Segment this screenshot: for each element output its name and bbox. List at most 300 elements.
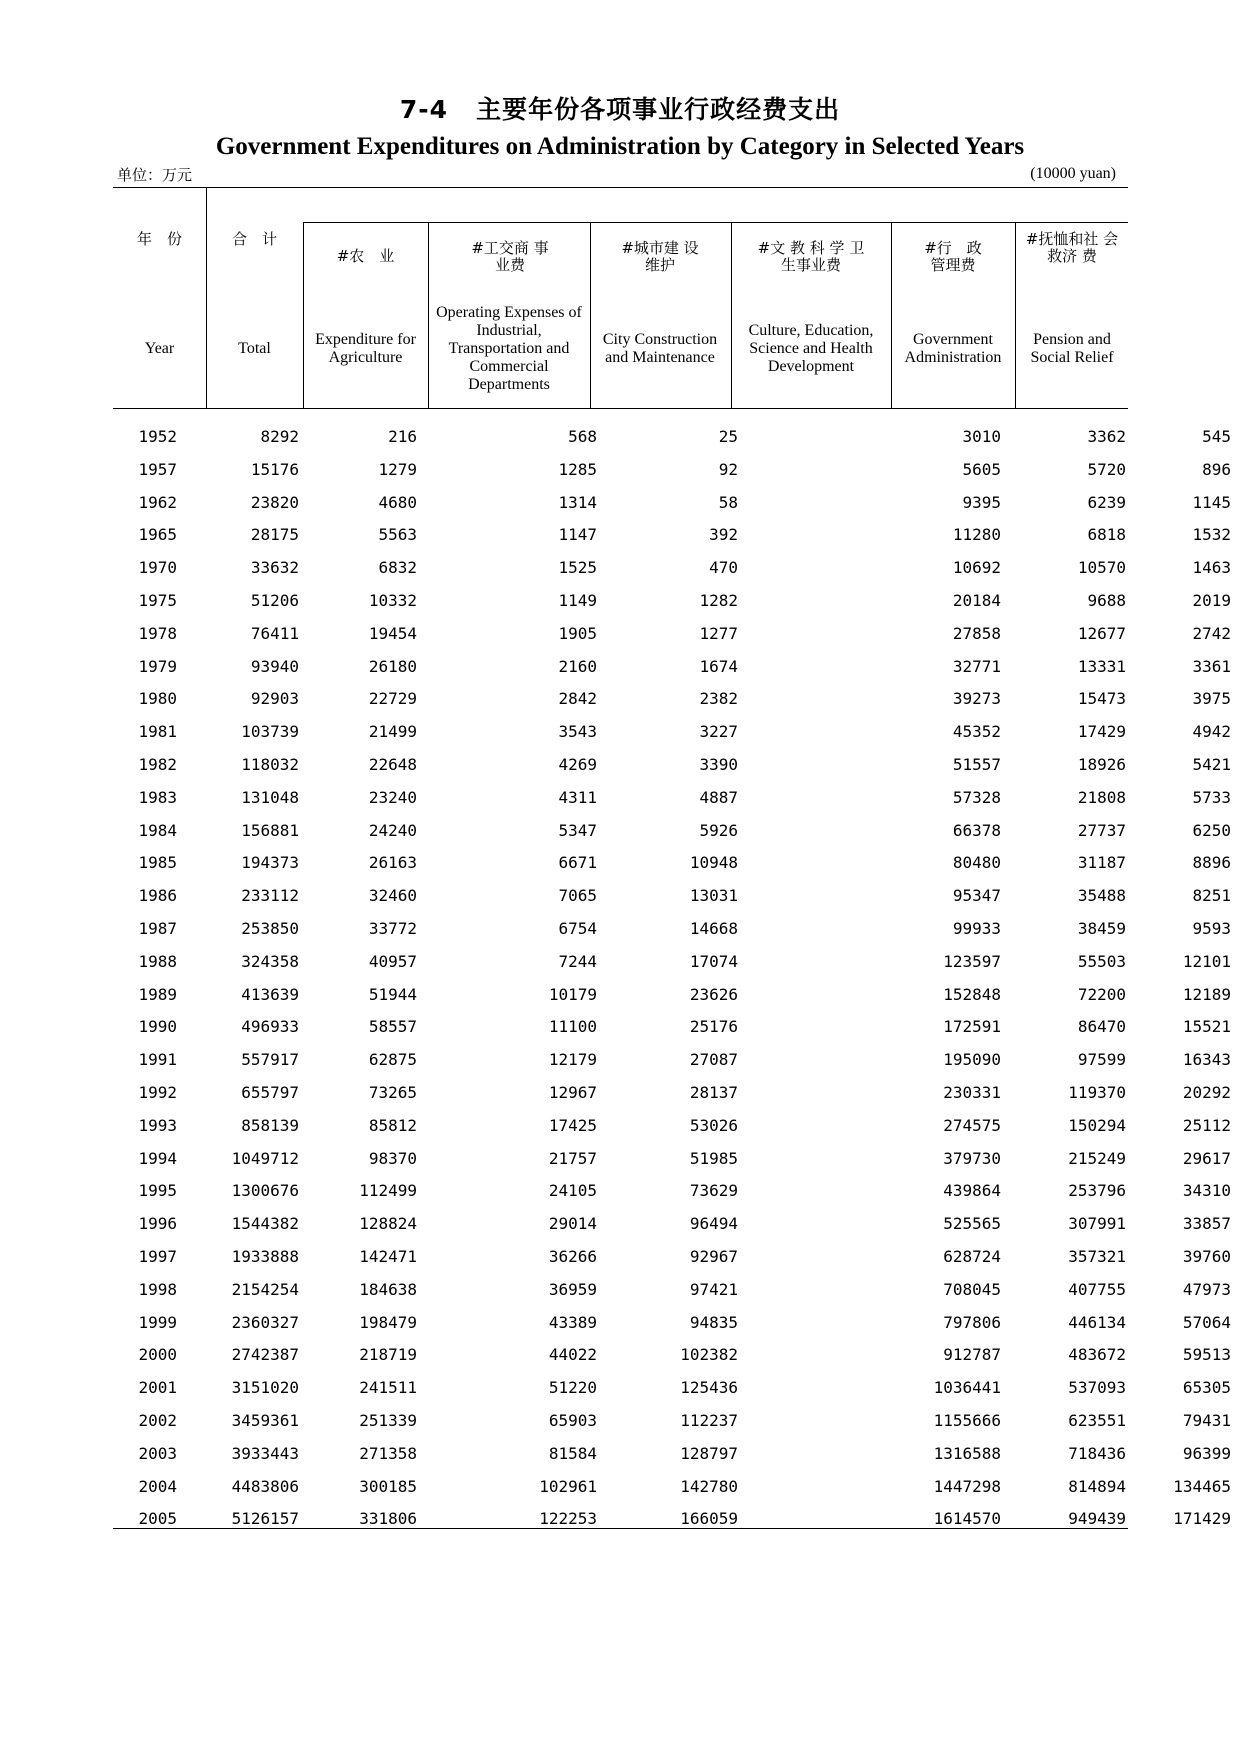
government-cell: 537093 (1068, 1378, 1126, 1398)
government-cell: 38459 (1077, 918, 1126, 938)
agriculture-cell: 19454 (368, 623, 417, 643)
industry-cell: 81584 (548, 1443, 597, 1463)
industry-cell: 7065 (558, 886, 597, 906)
agriculture-cell: 26163 (368, 853, 417, 873)
industry-cell: 36959 (548, 1279, 597, 1299)
header-government-en: Government Administration (904, 331, 1002, 366)
total-cell: 33632 (250, 558, 299, 578)
government-cell: 718436 (1068, 1443, 1126, 1463)
total-cell: 496933 (241, 1017, 299, 1037)
total-cell: 3459361 (231, 1410, 299, 1430)
year-cell: 1970 (138, 558, 177, 578)
total-cell: 28175 (250, 525, 299, 545)
agriculture-cell: 142471 (359, 1246, 417, 1266)
agriculture-cell: 40957 (368, 951, 417, 971)
city-cell: 97421 (689, 1279, 738, 1299)
total-cell: 233112 (241, 886, 299, 906)
agriculture-cell: 73265 (368, 1082, 417, 1102)
industry-cell: 1147 (558, 525, 597, 545)
culture-cell: 11280 (952, 525, 1001, 545)
year-cell: 1994 (138, 1148, 177, 1168)
industry-cell: 12967 (548, 1082, 597, 1102)
pension-cell: 20292 (1182, 1082, 1231, 1102)
government-cell: 253796 (1068, 1181, 1126, 1201)
agriculture-cell: 22729 (368, 689, 417, 709)
pension-cell: 4942 (1192, 722, 1231, 742)
city-cell: 1674 (699, 656, 738, 676)
year-cell: 1991 (138, 1050, 177, 1070)
pension-cell: 2019 (1192, 590, 1231, 610)
industry-cell: 29014 (548, 1214, 597, 1234)
total-cell: 1933888 (231, 1246, 299, 1266)
total-cell: 8292 (260, 427, 299, 446)
government-cell: 55503 (1077, 951, 1126, 971)
year-cell: 1995 (138, 1181, 177, 1201)
year-cell: 1986 (138, 886, 177, 906)
table-row (113, 1110, 1231, 1143)
agriculture-cell: 184638 (359, 1279, 417, 1299)
table-row (113, 1241, 1231, 1274)
table-row (113, 1274, 1231, 1307)
year-cell: 1990 (138, 1017, 177, 1037)
pension-cell: 33857 (1182, 1214, 1231, 1234)
year-cell: 1982 (138, 754, 177, 774)
culture-cell: 152848 (943, 984, 1001, 1004)
agriculture-cell: 251339 (359, 1410, 417, 1430)
agriculture-cell: 198479 (359, 1312, 417, 1332)
industry-cell: 10179 (548, 984, 597, 1004)
city-cell: 51985 (689, 1148, 738, 1168)
city-cell: 128797 (680, 1443, 738, 1463)
government-cell: 97599 (1077, 1050, 1126, 1070)
table-row (113, 519, 1231, 552)
city-cell: 3390 (699, 754, 738, 774)
city-cell: 166059 (680, 1509, 738, 1529)
pension-cell: 25112 (1182, 1115, 1231, 1135)
culture-cell: 39273 (952, 689, 1001, 709)
culture-cell: 172591 (943, 1017, 1001, 1037)
pension-cell: 2742 (1192, 623, 1231, 643)
industry-cell: 568 (568, 427, 597, 446)
year-cell: 2000 (138, 1345, 177, 1365)
total-cell: 92903 (250, 689, 299, 709)
header-city-en: City Construction and Maintenance (602, 331, 718, 366)
table-row (113, 651, 1231, 684)
culture-cell: 51557 (952, 754, 1001, 774)
table-row (113, 1044, 1231, 1077)
industry-cell: 44022 (548, 1345, 597, 1365)
agriculture-cell: 98370 (368, 1148, 417, 1168)
culture-cell: 66378 (952, 820, 1001, 840)
year-cell: 1993 (138, 1115, 177, 1135)
government-cell: 5720 (1087, 459, 1126, 479)
pension-cell: 5421 (1192, 754, 1231, 774)
pension-cell: 8896 (1192, 853, 1231, 873)
city-cell: 58 (718, 492, 738, 512)
table-row (113, 1372, 1231, 1405)
header-industry-zh: #工交商 事业费 (471, 239, 549, 274)
agriculture-cell: 32460 (368, 886, 417, 906)
city-cell: 4887 (699, 787, 738, 807)
government-cell: 18926 (1077, 754, 1126, 774)
industry-cell: 43389 (548, 1312, 597, 1332)
industry-cell: 6754 (558, 918, 597, 938)
government-cell: 86470 (1077, 1017, 1126, 1037)
industry-cell: 122253 (539, 1509, 597, 1529)
total-cell: 2742387 (231, 1345, 299, 1365)
agriculture-cell: 85812 (368, 1115, 417, 1135)
agriculture-cell: 112499 (359, 1181, 417, 1201)
government-cell: 12677 (1077, 623, 1126, 643)
year-cell: 2003 (138, 1443, 177, 1463)
header-government-zh: #行 政 管理费 (924, 239, 982, 274)
year-cell: 1978 (138, 623, 177, 643)
pension-cell: 65305 (1182, 1378, 1231, 1398)
city-cell: 27087 (689, 1050, 738, 1070)
city-cell: 17074 (689, 951, 738, 971)
industry-cell: 1525 (558, 558, 597, 578)
pension-cell: 896 (1202, 459, 1231, 479)
industry-cell: 4269 (558, 754, 597, 774)
header-industry-en: Operating Expenses of Industrial, Transportation and Commercial Departments (436, 304, 582, 393)
table-row (113, 1143, 1231, 1176)
data-rows (113, 421, 1231, 1536)
culture-cell: 95347 (952, 886, 1001, 906)
unit-label-en: (10000 yuan) (1030, 165, 1116, 182)
industry-cell: 21757 (548, 1148, 597, 1168)
year-cell: 1987 (138, 918, 177, 938)
pension-cell: 47973 (1182, 1279, 1231, 1299)
table-row (113, 880, 1231, 913)
industry-cell: 1905 (558, 623, 597, 643)
industry-cell: 17425 (548, 1115, 597, 1135)
government-cell: 31187 (1077, 853, 1126, 873)
pension-cell: 9593 (1192, 918, 1231, 938)
pension-cell: 171429 (1173, 1509, 1231, 1529)
table-row (113, 782, 1231, 815)
government-cell: 27737 (1077, 820, 1126, 840)
year-cell: 1996 (138, 1214, 177, 1234)
page-title-zh (0, 90, 1240, 126)
year-cell: 1984 (138, 820, 177, 840)
government-cell: 483672 (1068, 1345, 1126, 1365)
government-cell: 15473 (1077, 689, 1126, 709)
year-cell: 1962 (138, 492, 177, 512)
header-pension-zh: #抚恤和社 会救济 费 (1025, 230, 1119, 265)
government-cell: 9688 (1087, 590, 1126, 610)
agriculture-cell: 33772 (368, 918, 417, 938)
header-agriculture-zh: #农 业 (336, 247, 395, 265)
table-row (113, 1175, 1231, 1208)
year-cell: 1999 (138, 1312, 177, 1332)
culture-cell: 628724 (943, 1246, 1001, 1266)
header-total-en: Total (238, 340, 271, 357)
government-cell: 623551 (1068, 1410, 1126, 1430)
pension-cell: 8251 (1192, 886, 1231, 906)
table-row (113, 1405, 1231, 1438)
total-cell: 3151020 (231, 1378, 299, 1398)
column-divider (206, 187, 207, 408)
year-cell: 1989 (138, 984, 177, 1004)
table-top-rule (113, 187, 1128, 188)
total-cell: 23820 (250, 492, 299, 512)
total-cell: 51206 (250, 590, 299, 610)
city-cell: 73629 (689, 1181, 738, 1201)
government-cell: 13331 (1077, 656, 1126, 676)
pension-cell: 79431 (1182, 1410, 1231, 1430)
culture-cell: 80480 (952, 853, 1001, 873)
year-cell: 1988 (138, 951, 177, 971)
year-cell: 1985 (138, 853, 177, 873)
government-cell: 814894 (1068, 1476, 1126, 1496)
year-cell: 2004 (138, 1476, 177, 1496)
total-cell: 858139 (241, 1115, 299, 1135)
industry-cell: 12179 (548, 1050, 597, 1070)
agriculture-cell: 26180 (368, 656, 417, 676)
government-cell: 119370 (1068, 1082, 1126, 1102)
total-cell: 1049712 (231, 1148, 299, 1168)
agriculture-cell: 23240 (368, 787, 417, 807)
header-city-zh: #城市建 设维护 (621, 239, 699, 274)
total-cell: 3933443 (231, 1443, 299, 1463)
column-divider (428, 222, 429, 408)
agriculture-cell: 271358 (359, 1443, 417, 1463)
government-cell: 6239 (1087, 492, 1126, 512)
culture-cell: 1316588 (933, 1443, 1001, 1463)
pension-cell: 1463 (1192, 558, 1231, 578)
table-row (113, 618, 1231, 651)
culture-cell: 1155666 (933, 1410, 1001, 1430)
culture-cell: 912787 (943, 1345, 1001, 1365)
government-cell: 6818 (1087, 525, 1126, 545)
pension-cell: 12189 (1182, 984, 1231, 1004)
industry-cell: 1314 (558, 492, 597, 512)
culture-cell: 1614570 (933, 1509, 1001, 1529)
government-cell: 21808 (1077, 787, 1126, 807)
table-row (113, 1307, 1231, 1340)
culture-cell: 45352 (952, 722, 1001, 742)
table-row (113, 946, 1231, 979)
pension-cell: 5733 (1192, 787, 1231, 807)
culture-cell: 525565 (943, 1214, 1001, 1234)
pension-cell: 59513 (1182, 1345, 1231, 1365)
agriculture-cell: 6832 (378, 558, 417, 578)
table-row (113, 1438, 1231, 1471)
pension-cell: 39760 (1182, 1246, 1231, 1266)
total-cell: 103739 (241, 722, 299, 742)
title-zh-text: 主要年份各项事业行政经费支出 (476, 95, 841, 124)
table-row (113, 1339, 1231, 1372)
total-cell: 118032 (241, 754, 299, 774)
city-cell: 3227 (699, 722, 738, 742)
table-row (113, 421, 1231, 454)
city-cell: 23626 (689, 984, 738, 1004)
culture-cell: 9395 (962, 492, 1001, 512)
total-cell: 1544382 (231, 1214, 299, 1234)
industry-cell: 3543 (558, 722, 597, 742)
city-cell: 94835 (689, 1312, 738, 1332)
agriculture-cell: 51944 (368, 984, 417, 1004)
city-cell: 92967 (689, 1246, 738, 1266)
table-row (113, 1471, 1231, 1504)
culture-cell: 99933 (952, 918, 1001, 938)
agriculture-cell: 22648 (368, 754, 417, 774)
pension-cell: 134465 (1173, 1476, 1231, 1496)
government-cell: 407755 (1068, 1279, 1126, 1299)
pension-cell: 3975 (1192, 689, 1231, 709)
industry-cell: 36266 (548, 1246, 597, 1266)
unit-label-zh: 单位：万元 (117, 166, 193, 184)
culture-cell: 230331 (943, 1082, 1001, 1102)
table-row (113, 1503, 1231, 1536)
total-cell: 253850 (241, 918, 299, 938)
city-cell: 13031 (689, 886, 738, 906)
city-cell: 1277 (699, 623, 738, 643)
total-cell: 156881 (241, 820, 299, 840)
agriculture-cell: 241511 (359, 1378, 417, 1398)
pension-cell: 96399 (1182, 1443, 1231, 1463)
header-total-zh: 合 计 (231, 230, 277, 248)
pension-cell: 1145 (1192, 492, 1231, 512)
header-year-zh: 年 份 (136, 230, 182, 248)
agriculture-cell: 331806 (359, 1509, 417, 1529)
culture-cell: 32771 (952, 656, 1001, 676)
city-cell: 10948 (689, 853, 738, 873)
industry-cell: 7244 (558, 951, 597, 971)
city-cell: 28137 (689, 1082, 738, 1102)
year-cell: 2002 (138, 1410, 177, 1430)
government-cell: 10570 (1077, 558, 1126, 578)
page-title-en: Government Expenditures on Administration by Category in Selected Years (215, 133, 1025, 160)
table-row (113, 1208, 1231, 1241)
year-cell: 1981 (138, 722, 177, 742)
pension-cell: 6250 (1192, 820, 1231, 840)
city-cell: 125436 (680, 1378, 738, 1398)
table-row (113, 552, 1231, 585)
pension-cell: 29617 (1182, 1148, 1231, 1168)
city-cell: 25 (718, 427, 738, 446)
table-row (113, 979, 1231, 1012)
total-cell: 413639 (241, 984, 299, 1004)
year-cell: 2001 (138, 1378, 177, 1398)
city-cell: 96494 (689, 1214, 738, 1234)
table-row (113, 913, 1231, 946)
total-cell: 131048 (241, 787, 299, 807)
culture-cell: 1036441 (933, 1378, 1001, 1398)
column-divider (1015, 222, 1016, 408)
agriculture-cell: 300185 (359, 1476, 417, 1496)
agriculture-cell: 62875 (368, 1050, 417, 1070)
agriculture-cell: 218719 (359, 1345, 417, 1365)
agriculture-cell: 58557 (368, 1017, 417, 1037)
city-cell: 53026 (689, 1115, 738, 1135)
industry-cell: 11100 (548, 1017, 597, 1037)
table-row (113, 815, 1231, 848)
city-cell: 112237 (680, 1410, 738, 1430)
column-divider (891, 222, 892, 408)
city-cell: 2382 (699, 689, 738, 709)
agriculture-cell: 128824 (359, 1214, 417, 1234)
total-cell: 2360327 (231, 1312, 299, 1332)
industry-cell: 1149 (558, 590, 597, 610)
pension-cell: 16343 (1182, 1050, 1231, 1070)
year-cell: 1992 (138, 1082, 177, 1102)
year-cell: 1965 (138, 525, 177, 545)
total-cell: 324358 (241, 951, 299, 971)
agriculture-cell: 21499 (368, 722, 417, 742)
pension-cell: 545 (1202, 427, 1231, 446)
industry-cell: 6671 (558, 853, 597, 873)
agriculture-cell: 5563 (378, 525, 417, 545)
agriculture-cell: 24240 (368, 820, 417, 840)
city-cell: 92 (718, 459, 738, 479)
culture-cell: 274575 (943, 1115, 1001, 1135)
industry-cell: 2842 (558, 689, 597, 709)
header-bottom-rule (113, 408, 1128, 409)
city-cell: 5926 (699, 820, 738, 840)
year-cell: 1980 (138, 689, 177, 709)
culture-cell: 195090 (943, 1050, 1001, 1070)
government-cell: 35488 (1077, 886, 1126, 906)
total-cell: 1300676 (231, 1181, 299, 1201)
government-cell: 17429 (1077, 722, 1126, 742)
year-cell: 2005 (138, 1509, 177, 1529)
government-cell: 949439 (1068, 1509, 1126, 1529)
total-cell: 93940 (250, 656, 299, 676)
table-row (113, 487, 1231, 520)
city-cell: 142780 (680, 1476, 738, 1496)
industry-cell: 4311 (558, 787, 597, 807)
header-culture-zh: #文 教 科 学 卫生事业费 (757, 239, 865, 274)
year-cell: 1975 (138, 590, 177, 610)
culture-cell: 57328 (952, 787, 1001, 807)
pension-cell: 57064 (1182, 1312, 1231, 1332)
industry-cell: 102961 (539, 1476, 597, 1496)
table-row (113, 1077, 1231, 1110)
city-cell: 25176 (689, 1017, 738, 1037)
total-cell: 5126157 (231, 1509, 299, 1529)
city-cell: 1282 (699, 590, 738, 610)
culture-cell: 10692 (952, 558, 1001, 578)
government-cell: 72200 (1077, 984, 1126, 1004)
culture-cell: 1447298 (933, 1476, 1001, 1496)
total-cell: 15176 (250, 459, 299, 479)
header-culture-en: Culture, Education, Science and Health Development (748, 322, 874, 375)
culture-cell: 379730 (943, 1148, 1001, 1168)
total-cell: 2154254 (231, 1279, 299, 1299)
pension-cell: 3361 (1192, 656, 1231, 676)
culture-cell: 5605 (962, 459, 1001, 479)
pension-cell: 34310 (1182, 1181, 1231, 1201)
column-divider (590, 222, 591, 408)
total-cell: 194373 (241, 853, 299, 873)
agriculture-cell: 216 (388, 427, 417, 446)
culture-cell: 3010 (962, 427, 1001, 446)
government-cell: 150294 (1068, 1115, 1126, 1135)
total-cell: 655797 (241, 1082, 299, 1102)
table-row (113, 1011, 1231, 1044)
culture-cell: 439864 (943, 1181, 1001, 1201)
city-cell: 14668 (689, 918, 738, 938)
table-row (113, 585, 1231, 618)
city-cell: 470 (709, 558, 738, 578)
industry-cell: 51220 (548, 1378, 597, 1398)
culture-cell: 123597 (943, 951, 1001, 971)
industry-cell: 2160 (558, 656, 597, 676)
industry-cell: 5347 (558, 820, 597, 840)
year-cell: 1957 (138, 459, 177, 479)
header-year-en: Year (144, 340, 175, 357)
